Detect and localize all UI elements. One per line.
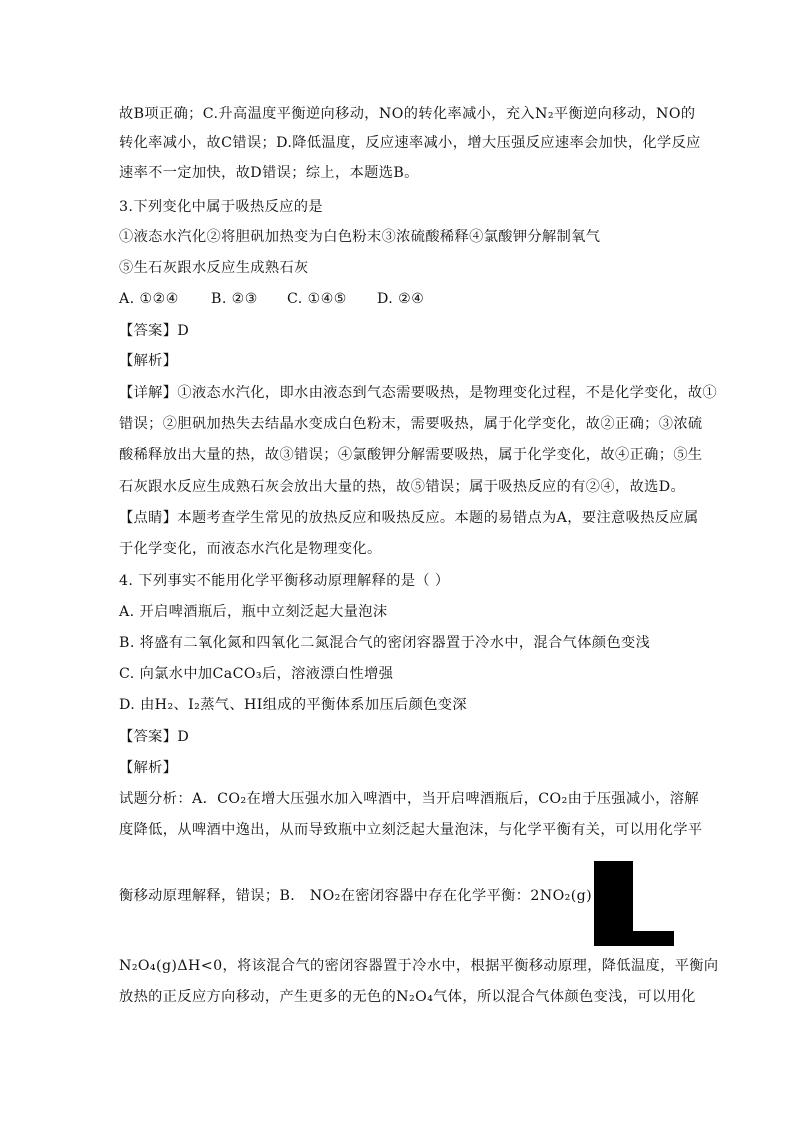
detail-paragraph: 错误；②胆矾加热失去结晶水变成白色粉末，需要吸热，属于化学变化，故②正确；③浓硫 [119,416,703,432]
question-3-stem: 3.下列变化中属于吸热反应的是 [119,199,323,215]
question-3-items: ①液态水汽化②将胆矾加热变为白色粉末③浓硫酸稀释④氯酸钾分解制氧气 [119,229,601,245]
option-c: C. 向氯水中加CaCO₃后，溶液漂白性增强 [119,666,394,682]
text-line: 故B项正确；C.升高温度平衡逆向移动，NO的转化率减小，充入N₂平衡逆向移动，NO的 [119,106,696,122]
analysis-paragraph: 度降低，从啤酒中逸出，从而导致瓶中立刻泛起大量泡沫，与化学平衡有关，可以用化学平 [119,822,703,838]
text-line: 转化率减小，故C错误；D.降低温度，反应速率减小，增大压强反应速率会加快，化学反应 [119,135,701,151]
analysis-paragraph: 衡移动原理解释，错误；B． NO₂在密闭容器中存在化学平衡：2NO₂(g) [119,888,593,904]
text-line: 速率不一定加快，故D错误；综上，本题选B。 [119,165,419,181]
detail-paragraph: 酸稀释放出大量的热，故③错误；④氯酸钾分解需要吸热，属于化学变化，故④正确；⑤生 [119,447,703,463]
option-a: A. ①②④ [119,291,179,307]
analysis-label: 【解析】 [119,353,178,369]
question-3-options [119,289,424,309]
analysis-paragraph: 试题分析：A．CO₂在增大压强水加入啤酒中，当开启啤酒瓶后，CO₂由于压强减小，溶解 [119,791,699,807]
option-d: D. 由H₂、I₂蒸气、HI组成的平衡体系加压后颜色变深 [119,697,467,713]
option-b: B. ②③ [211,291,258,307]
point-paragraph: 于化学变化，而液态水汽化是物理变化。 [119,541,382,557]
option-d: D. ②④ [377,291,425,307]
answer-label: 【答案】D [119,323,190,339]
point-paragraph: 【点睛】本题考查学生常见的放热反应和吸热反应。本题的易错点为A，要注意吸热反应属 [119,510,699,526]
analysis-paragraph: N₂O₄(g)ΔH<0，将该混合气的密闭容器置于冷水中，根据平衡移动原理，降低温度，平衡向 [119,958,719,974]
question-4-stem: 4. 下列事实不能用化学平衡移动原理解释的是（ ） [119,573,450,589]
analysis-label: 【解析】 [119,760,178,776]
analysis-paragraph: 放热的正反应方向移动，产生更多的无色的N₂O₄气体，所以混合气体颜色变浅，可以用化 [119,989,696,1005]
answer-label: 【答案】D [119,729,190,745]
option-a: A. 开启啤酒瓶后，瓶中立刻泛起大量泡沫 [119,604,388,620]
detail-paragraph: 【详解】①液态水汽化，即水由液态到气态需要吸热，是物理变化过程，不是化学变化，故① [119,385,718,401]
option-c: C. ①④⑤ [287,291,347,307]
option-b: B. 将盛有二氧化氮和四氧化二氮混合气的密闭容器置于冷水中，混合气体颜色变浅 [119,635,651,651]
detail-paragraph: 石灰跟水反应生成熟石灰会放出大量的热，故⑤错误；属于吸热反应的有②④，故选D。 [119,479,686,495]
question-3-items: ⑤生石灰跟水反应生成熟石灰 [119,260,309,276]
